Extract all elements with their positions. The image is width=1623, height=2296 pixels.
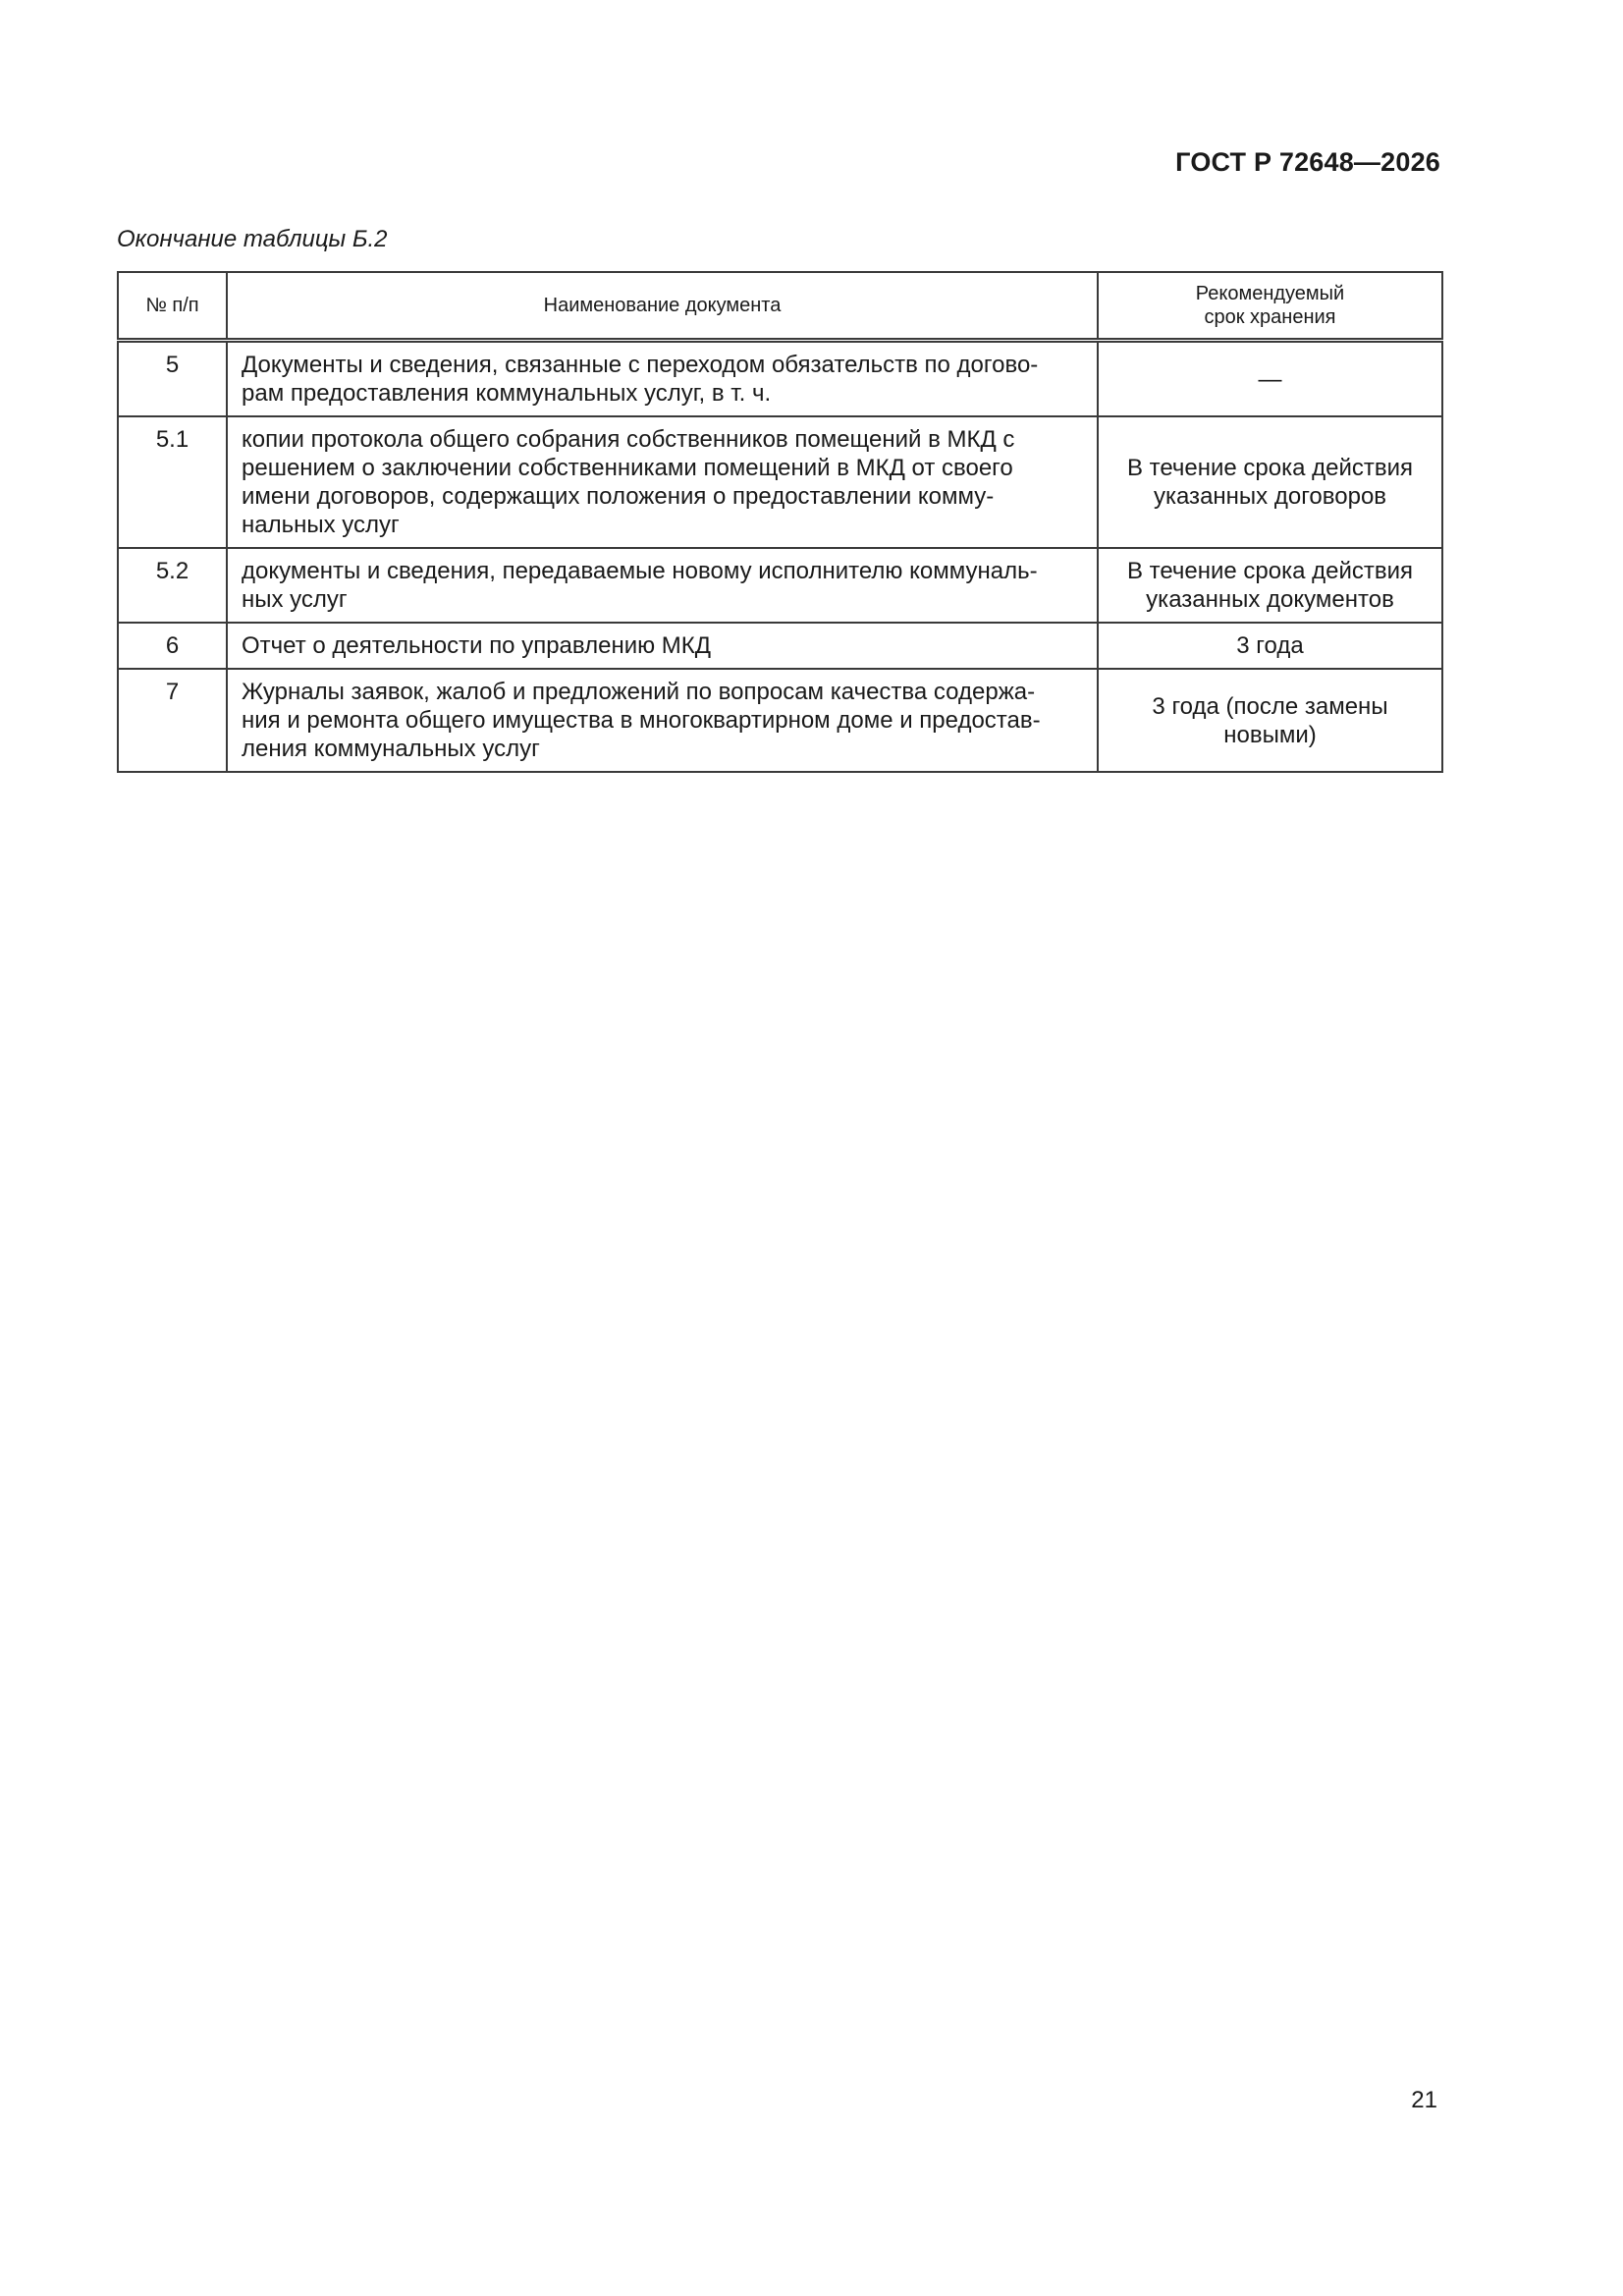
column-header-document-name: Наименование документа [227,272,1098,341]
row-number: 5.1 [118,416,227,548]
row-number: 5.2 [118,548,227,623]
table-row [118,416,1442,548]
storage-period: В течение срока действия указанных договоров [1098,416,1442,548]
document-name: Документы и сведения, связанные с переходом обязательств по догово- рам предоставления коммунальных услуг, в т. ч. [227,341,1098,417]
document-table [117,271,1443,773]
column-header-number: № п/п [118,272,227,341]
table-row [118,669,1442,772]
storage-period: 3 года [1098,623,1442,669]
table-row [118,548,1442,623]
table-caption: Окончание таблицы Б.2 [117,226,388,252]
table-header-row [118,272,1442,341]
table-row [118,623,1442,669]
document-code: ГОСТ Р 72648—2026 [1175,147,1440,177]
storage-period: — [1098,341,1442,417]
row-number: 5 [118,341,227,417]
document-name: документы и сведения, передаваемые новому исполнителю коммуналь- ных услуг [227,548,1098,623]
document-name: копии протокола общего собрания собственников помещений в МКД с решением о заключении собственниками помещений в МКД от своего имени договоров, содержащих положения о предоставлении комму- нальных услуг [227,416,1098,548]
row-number: 7 [118,669,227,772]
table-row [118,341,1442,417]
row-number: 6 [118,623,227,669]
document-name: Журналы заявок, жалоб и предложений по вопросам качества содержа- ния и ремонта общего имущества в многоквартирном доме и предостав- ления коммунальных услуг [227,669,1098,772]
column-header-storage-period: Рекомендуемый срок хранения [1098,272,1442,341]
storage-period: 3 года (после замены новыми) [1098,669,1442,772]
storage-period: В течение срока действия указанных документов [1098,548,1442,623]
document-name: Отчет о деятельности по управлению МКД [227,623,1098,669]
page-number: 21 [1411,2087,1437,2113]
